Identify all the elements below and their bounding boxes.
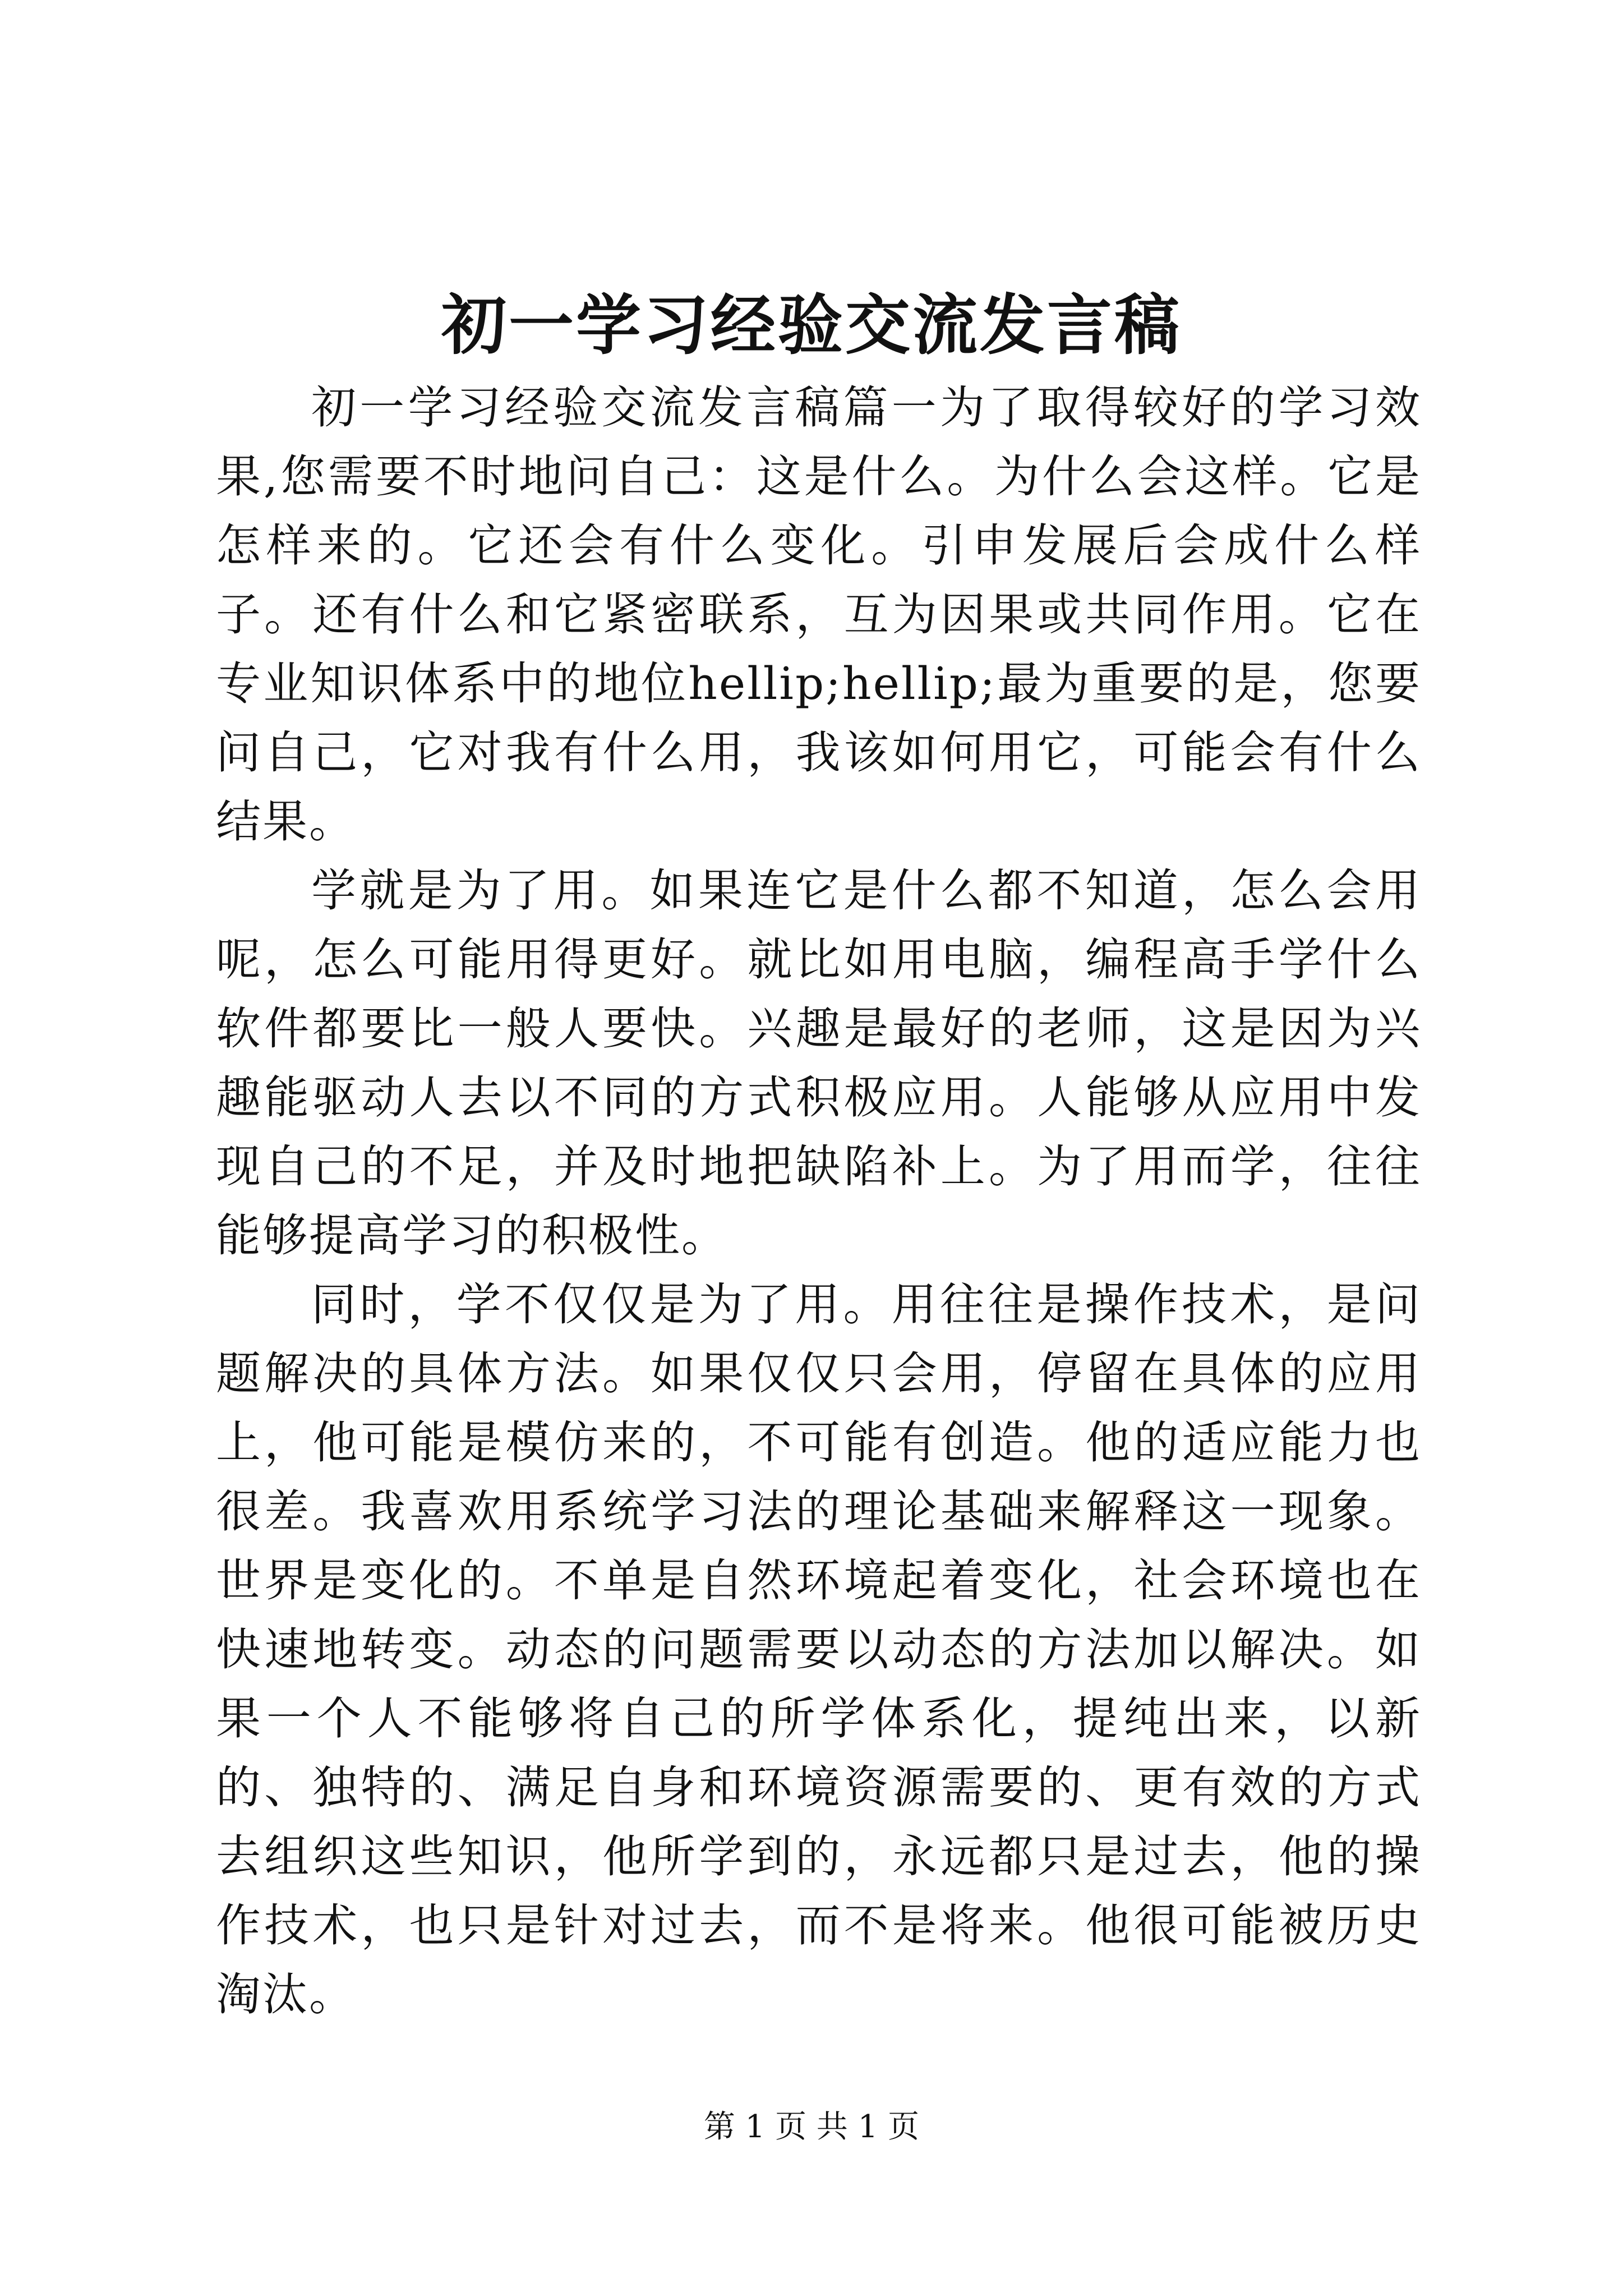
document-title: 初一学习经验交流发言稿 bbox=[441, 287, 1182, 364]
paragraph-3: 同时，学不仅仅是为了用。用往往是操作技术，是问题解决的具体方法。如果仅仅只会用，停留在具体的应用上，他可能是模仿来的，不可能有创造。他的适应能力也很差。我喜欢用系统学习法的理论基础来解释这一现象。世界是变化的。不单是自然环境起着变化，社会环境也在快速地转变。动态的问题需要以动态的方法加以解决。如果一个人不能够将自己的所学体系化，提纯出来，以新的、独特的、满足自身和环境资源需要的、更有效的方式去组织这些知识，他所学到的，永远都只是过去，他的操作技术，也只是针对过去，而不是将来。他很可能被历史淘汰。 bbox=[216, 1278, 1422, 2021]
paragraph-1: 初一学习经验交流发言稿篇一为了取得较好的学习效果,您需要不时地问自己：这是什么。为什么会这样。它是怎样来的。它还会有什么变化。引申发展后会成什么样子。还有什么和它紧密联系，互为因果或共同作用。它在专业知识体系中的地位hellip;hellip;最为重要的是，您要问自己，它对我有什么用，我该如何用它，可能会有什么结果。 bbox=[216, 381, 1422, 848]
paragraph-2: 学就是为了用。如果连它是什么都不知道，怎么会用呢，怎么可能用得更好。就比如用电脑，编程高手学什么软件都要比一般人要快。兴趣是最好的老师，这是因为兴趣能驱动人去以不同的方式积极应用。人能够从应用中发现自己的不足，并及时地把缺陷补上。为了用而学，往往能够提高学习的积极性。 bbox=[216, 864, 1422, 1262]
page-number-footer: 第 1 页 共 1 页 bbox=[703, 2109, 920, 2145]
document-body bbox=[216, 373, 1422, 2029]
